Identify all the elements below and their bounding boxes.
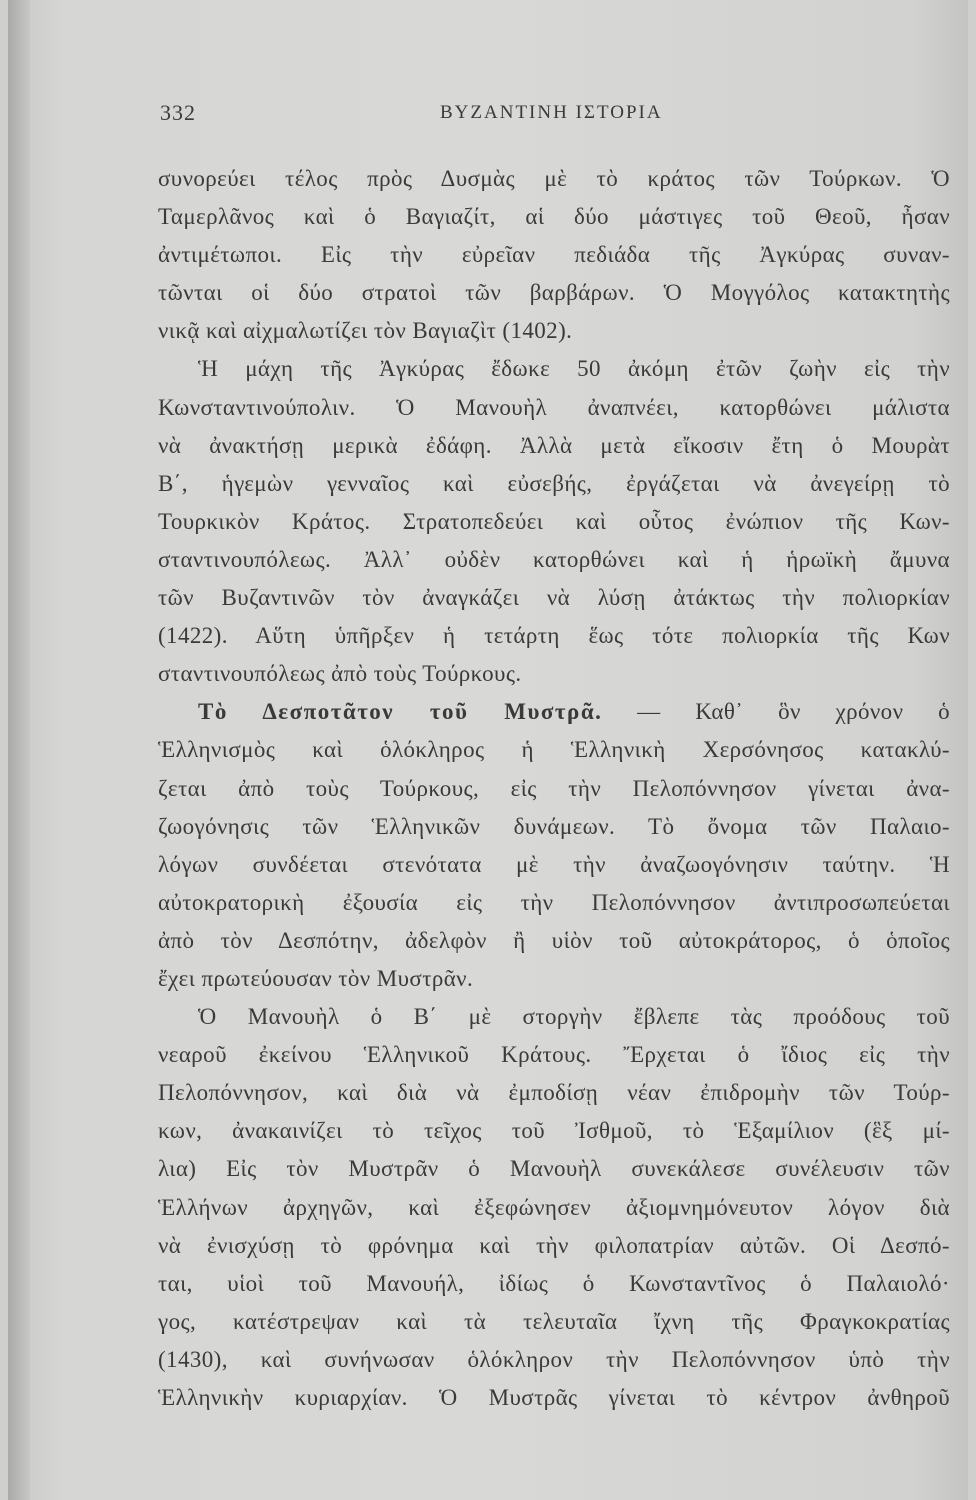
text-line: Β΄, ἡγεμὼν γενναῖος καὶ εὐσεβής, ἐργάζεται νὰ ἀνεγείρῃ τὸ [158,470,950,496]
text-line: Ἑλληνικὴν κυριαρχίαν. Ὁ Μυστρᾶς γίνεται τὸ κέντρον ἀνθηροῦ [158,1385,950,1410]
text-line: γος, κατέστρεψαν καὶ τὰ τελευταῖα ἴχνη τῆς Φραγκοκρατίας [158,1308,950,1334]
page-gutter [8,0,30,1500]
text-line: Ὁ Μανουὴλ ὁ Β΄ μὲ στοργὴν ἔβλεπε τὰς προόδους τοῦ [198,1004,950,1030]
section-heading-line [158,693,950,731]
body-text [158,160,950,1417]
text-line: Κωνσταντινούπολιν. Ὁ Μανουὴλ ἀναπνέει, κατορθώνει μάλιστα [158,394,950,420]
section-heading: Τὸ Δεσποτᾶτον τοῦ Μυστρᾶ. [198,699,603,725]
text-line: Ταμερλᾶνος καὶ ὁ Βαγιαζίτ, αἱ δύο μάστιγες τοῦ Θεοῦ, ἦσαν [158,204,950,230]
text-line: Τουρκικὸν Κράτος. Στρατοπεδεύει καὶ οὗτος ἐνώπιον τῆς Κων- [158,508,950,534]
text-line: κων, ἀνακαινίζει τὸ τεῖχος τοῦ Ἰσθμοῦ, τὸ Ἑξαμίλιον (ἓξ μί- [158,1118,950,1144]
text-line: σταντινουπόλεως ἀπὸ τοὺς Τούρκους. [158,661,522,687]
text-line: Ἑλλήνων ἀρχηγῶν, καὶ ἐξεφώνησεν ἀξιομνημόνευτον λόγον διὰ [158,1194,950,1220]
text-line: αὐτοκρατορικὴ ἐξουσία εἰς τὴν Πελοπόννησον ἀντιπροσωπεύεται [158,889,950,915]
text-line: συνορεύει τέλος πρὸς Δυσμὰς μὲ τὸ κράτος τῶν Τούρκων. Ὁ [158,166,950,191]
text-line: Ἡ μάχη τῆς Ἀγκύρας ἔδωκε 50 ἀκόμη ἐτῶν ζωὴν εἰς τὴν [198,356,950,382]
text-line: νὰ ἐνισχύσῃ τὸ φρόνημα καὶ τὴν φιλοπατρίαν αὐτῶν. Οἱ Δεσπό- [158,1232,950,1258]
text-line: ἀπὸ τὸν Δεσπότην, ἀδελφὸν ἢ υἱὸν τοῦ αὐτοκράτορος, ὁ ὁποῖος [158,927,950,953]
text-line-continuation: — Καθ᾽ ὃν χρόνον ὁ [637,699,950,725]
text-line: ἀντιμέτωποι. Εἰς τὴν εὐρεῖαν πεδιάδα τῆς Ἀγκύρας συναν- [158,242,950,268]
text-line: νεαροῦ ἐκείνου Ἑλληνικοῦ Κράτους. Ἔρχεται ὁ ἴδιος εἰς τὴν [158,1042,950,1068]
text-line: τῶν Βυζαντινῶν τὸν ἀναγκάζει νὰ λύσῃ ἀτάκτως τὴν πολιορκίαν [158,585,950,611]
text-line: (1422). Αὕτη ὑπῆρξεν ἡ τετάρτη ἕως τότε πολιορκία τῆς Κων [158,623,950,649]
text-line: λόγων συνδέεται στενότατα μὲ τὴν ἀναζωογόνησιν ταύτην. Ἡ [158,851,950,877]
text-line: ται, υἱοὶ τοῦ Μανουήλ, ἰδίως ὁ Κωνσταντῖνος ὁ Παλαιολό· [158,1270,950,1296]
text-line: σταντινουπόλεως. Ἀλλ᾽ οὐδὲν κατορθώνει καὶ ἡ ἡρωϊκὴ ἄμυνα [158,546,950,572]
running-header [150,100,950,132]
text-line: λια) Εἰς τὸν Μυστρᾶν ὁ Μανουὴλ συνεκάλεσε συνέλευσιν τῶν [158,1156,950,1182]
text-line: (1430), καὶ συνήνωσαν ὁλόκληρον τὴν Πελοπόννησον ὑπὸ τὴν [158,1346,950,1372]
text-line: Πελοπόννησον, καὶ διὰ νὰ ἐμποδίσῃ νέαν ἐπιδρομὴν τῶν Τούρ- [158,1080,950,1106]
text-line: Ἑλληνισμὸς καὶ ὁλόκληρος ἡ Ἑλληνικὴ Χερσόνησος κατακλύ- [158,737,950,763]
text-line: ζεται ἀπὸ τοὺς Τούρκους, εἰς τὴν Πελοπόννησον γίνεται ἀνα- [158,775,950,801]
book-title: ΒΥΖΑΝΤΙΝΗ ΙΣΤΟΡΙΑ [440,102,663,123]
text-line: νὰ ἀνακτήσῃ μερικὰ ἐδάφη. Ἀλλὰ μετὰ εἴκοσιν ἔτη ὁ Μουρὰτ [158,432,950,458]
text-line: ζωογόνησις τῶν Ἑλληνικῶν δυνάμεων. Τὸ ὄνομα τῶν Παλαιο- [158,813,950,839]
text-line: ἔχει πρωτεύουσαν τὸν Μυστρᾶν. [158,965,474,991]
page-number: 332 [160,100,196,125]
text-line: νικᾷ καὶ αἰχμαλωτίζει τὸν Βαγιαζὶτ (1402). [158,318,573,344]
text-line: τῶνται οἱ δύο στρατοὶ τῶν βαρβάρων. Ὁ Μογγόλος κατακτητὴς [158,280,950,306]
